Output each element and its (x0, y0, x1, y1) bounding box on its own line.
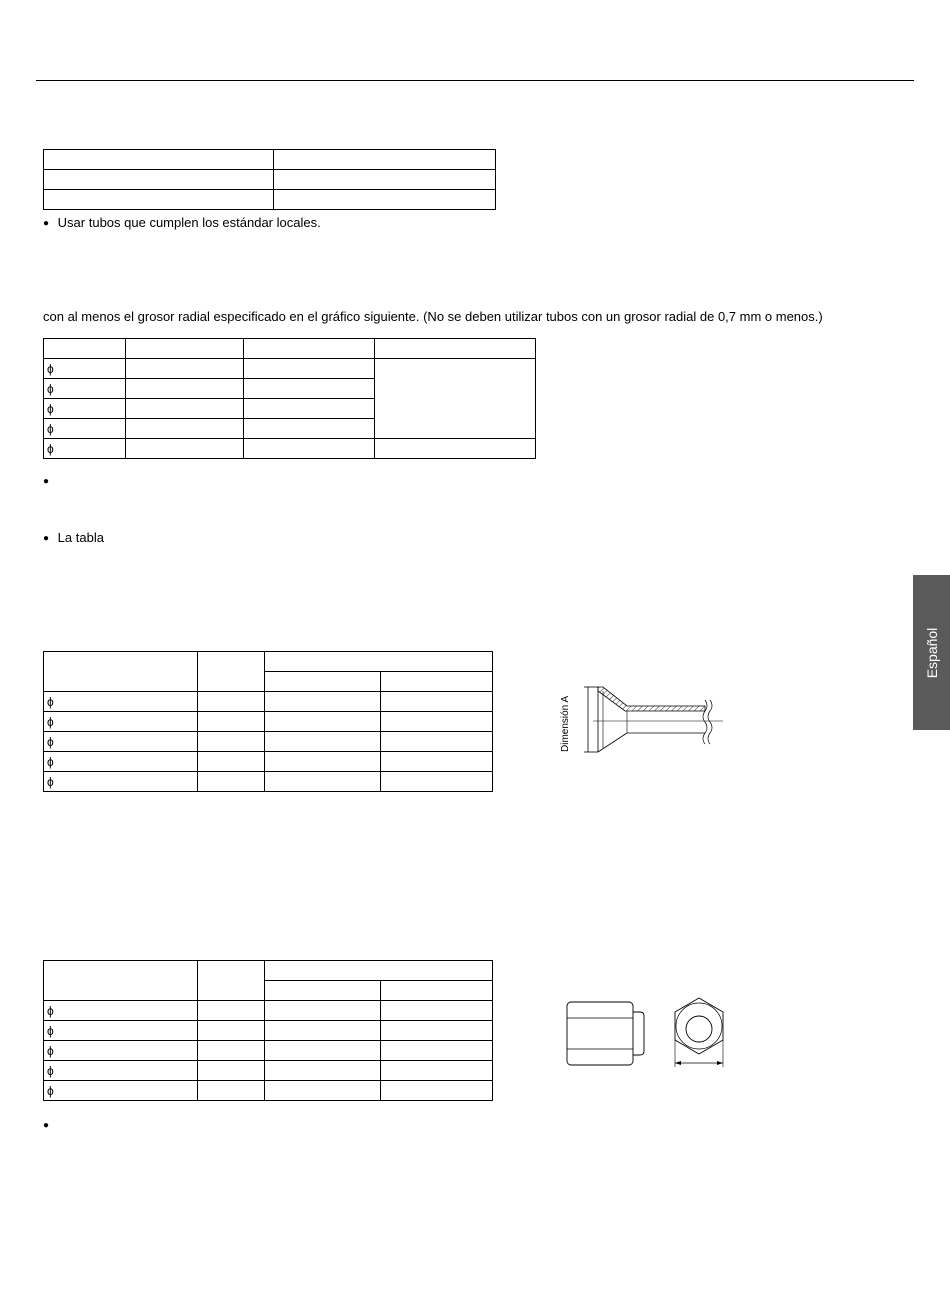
table-row (44, 150, 496, 170)
phi-symbol: ϕ (47, 361, 54, 376)
phi-symbol: ϕ (47, 1063, 54, 1078)
flare-nut-table (43, 960, 493, 1101)
table-row (44, 1081, 493, 1101)
bullet-empty-2 (43, 1117, 54, 1135)
table-row (44, 190, 496, 210)
phi-symbol: ϕ (47, 1043, 54, 1058)
table-row (44, 1061, 493, 1081)
table-row (44, 752, 493, 772)
phi-symbol: ϕ (47, 754, 54, 769)
phi-symbol: ϕ (47, 1023, 54, 1038)
table-row (44, 359, 536, 379)
phi-symbol: ϕ (47, 421, 54, 436)
phi-symbol: ϕ (47, 1003, 54, 1018)
phi-symbol: ϕ (47, 714, 54, 729)
flare-dimension-label: Dimensión A (560, 695, 571, 752)
table-row (44, 1021, 493, 1041)
bullet-empty-1 (43, 473, 54, 491)
pipe-table-1 (43, 149, 496, 210)
phi-symbol: ϕ (47, 734, 54, 749)
flare-dimension-table (43, 651, 493, 792)
phi-symbol: ϕ (47, 381, 54, 396)
language-tab (913, 575, 950, 730)
table-row (44, 692, 493, 712)
table-row (44, 961, 493, 981)
bullet-table: ● La tabla (43, 530, 104, 548)
table-row (44, 652, 493, 672)
table-row (44, 170, 496, 190)
phi-symbol: ϕ (47, 694, 54, 709)
table-row (44, 732, 493, 752)
flare-nut-diagram (560, 995, 735, 1070)
phi-symbol: ϕ (47, 1083, 54, 1098)
table-row (44, 1041, 493, 1061)
flare-diagram (555, 680, 730, 760)
table-row (44, 1001, 493, 1021)
table-row (44, 712, 493, 732)
table-row (44, 439, 536, 459)
bullet-local-standards: ● Usar tubos que cumplen los estándar locales. (43, 215, 321, 233)
table-row (44, 339, 536, 359)
radial-thickness-table (43, 338, 536, 459)
phi-symbol: ϕ (47, 401, 54, 416)
phi-symbol: ϕ (47, 441, 54, 456)
header-rule (36, 80, 914, 81)
thickness-sentence: con al menos el grosor radial especificado en el gráfico siguiente. (No se deben utilizar tubos con un grosor radial de 0,7 mm o menos.) (43, 309, 823, 324)
table-row (44, 772, 493, 792)
language-tab-label: Español (923, 627, 940, 678)
phi-symbol: ϕ (47, 774, 54, 789)
